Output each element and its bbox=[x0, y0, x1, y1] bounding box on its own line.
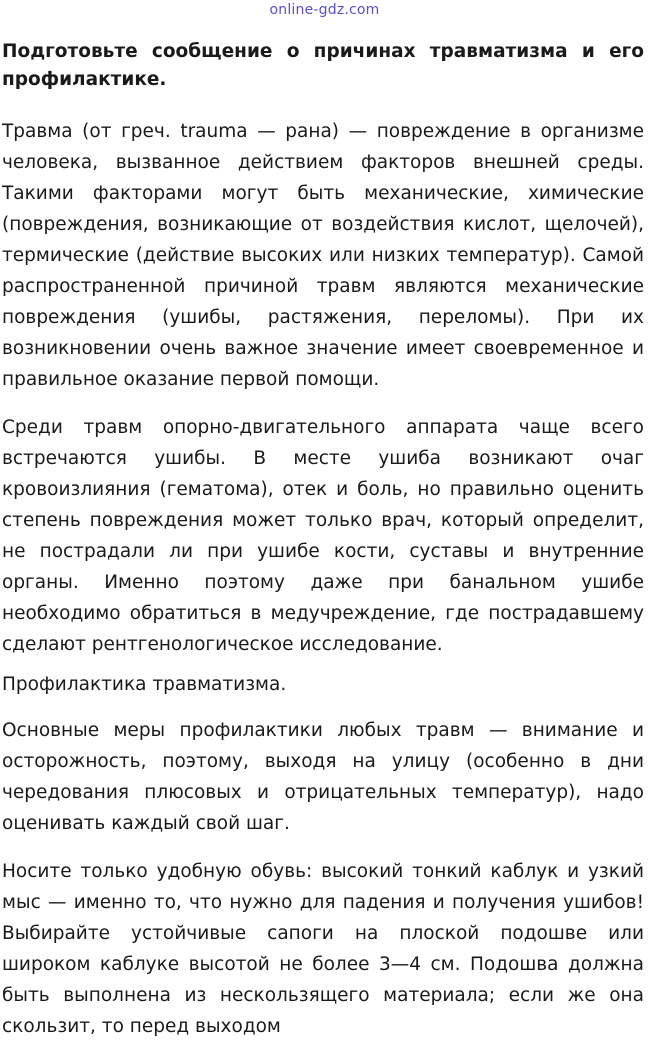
document-body bbox=[2, 38, 644, 1042]
site-watermark-header: online-gdz.com bbox=[269, 2, 380, 18]
section-title-prevention: Профилактика травматизма. bbox=[2, 674, 287, 695]
paragraph-footwear: Носите только удобную обувь: высокий тонкий каблук и узкий мыс — именно то, что нужно для падения и получения ушибов! Выбирайте устойчивые сапоги на плоской подошве или широком каблуке высотой не более 3—4 см. Подошва должна быть выполнена из нескользящего материала; если же она скользит, то перед выходом bbox=[2, 861, 644, 1037]
paragraph-trauma-definition: Травма (от греч. trauma — рана) — повреждение в организме человека, вызванное действием факторов внешней среды. Такими факторами могут быть механические, химические (повреждения, возникающие от воздействия кислот, щелочей), термические (действие высоких или низких температур). Самой распространенной причиной травм являются механические повреждения (ушибы, растяжения, переломы). При их возникновении очень важное значение имеет своевременное и правильное оказание первой помощи. bbox=[2, 121, 644, 390]
paragraph-prevention-measures: Основные меры профилактики любых травм — внимание и осторожность, поэтому, выходя на улицу (особенно в дни чередования плюсовых и отрицательных температур), надо оценивать каждый свой шаг. bbox=[2, 720, 644, 834]
task-heading: Подготовьте сообщение о причинах травматизма и его профилактике. bbox=[2, 41, 644, 90]
paragraph-bruises: Среди травм опорно-двигательного аппарата чаще всего встречаются ушибы. В месте ушиба возникают очаг кровоизлияния (гематома), отек и боль, но правильно оценить степень повреждения может только врач, который определит, не пострадали ли при ушибе кости, суставы и внутренние органы. Именно поэтому даже при банальном ушибе необходимо обратиться в медучреждение, где пострадавшему сделают рентгенологическое исследование. bbox=[2, 417, 644, 655]
